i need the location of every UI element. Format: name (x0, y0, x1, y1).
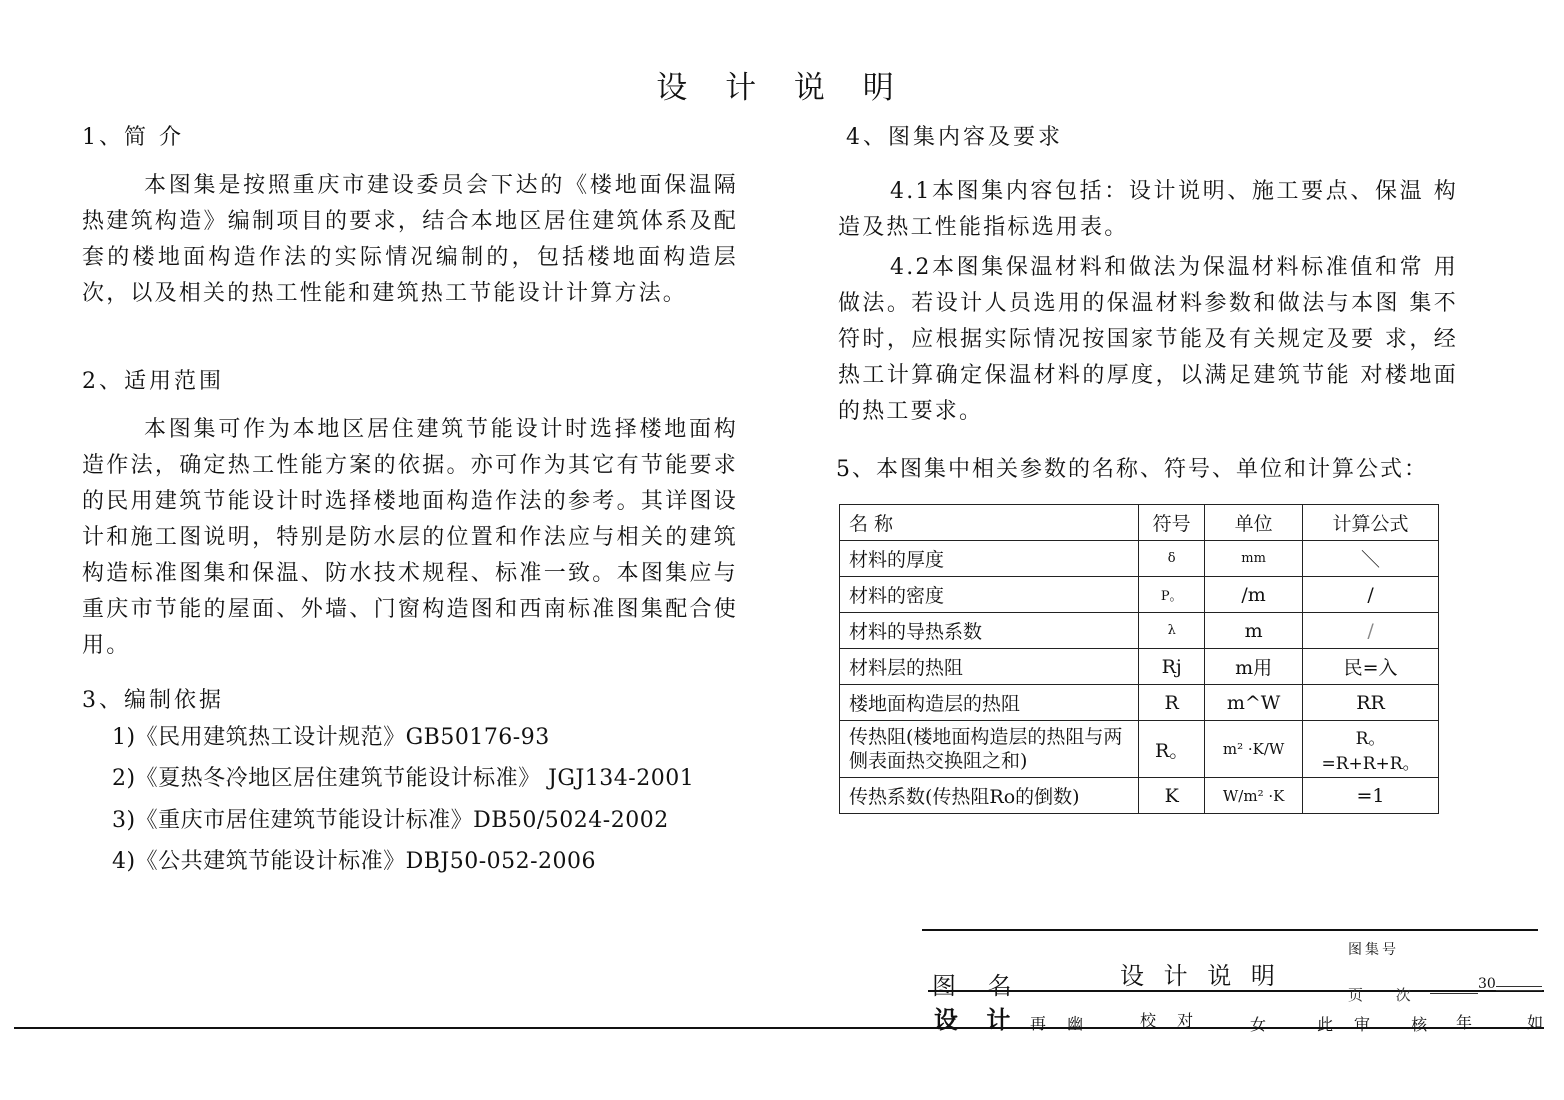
column-header: 单位 (1205, 505, 1303, 541)
table-row (840, 577, 1439, 613)
table-cell: m^W (1205, 685, 1303, 721)
section-4-1-paragraph: 4.1本图集内容包括：设计说明、施工要点、保温 构造及热工性能指标选用表。 (838, 179, 1458, 240)
checker-name: 女 此 (1250, 1015, 1342, 1034)
table-cell: 楼地面构造层的热阻 (840, 685, 1139, 721)
table-cell: R。 (1139, 721, 1205, 778)
table-cell: 材料层的热阻 (840, 649, 1139, 685)
table-cell: P。 (1139, 577, 1205, 613)
section-1-paragraph: 本图集是按照重庆市建设委员会下达的《楼地面保温隔热建筑构造》编制项目的要求，结合本地区居住建筑体系及配套的楼地面构造作法的实际情况编制的，包括楼地面构造层次，以及相关的热工性能和建筑热工节能设计计算方法。 (82, 173, 738, 306)
page-number-label: 页 次 (1348, 986, 1425, 1004)
atlas-number-label: 图集号 (1348, 942, 1399, 958)
section-3-heading: 3、编制依据 (82, 688, 224, 713)
table-row (840, 649, 1439, 685)
reviewer-name: 年 如 (1456, 1013, 1552, 1032)
table-row (840, 778, 1439, 814)
designer-name: 再 幽 (1030, 1014, 1092, 1033)
page-number-underline (1430, 993, 1478, 994)
page-number-line-a (1496, 986, 1542, 987)
checker-label: 校 对 (1140, 1011, 1202, 1030)
table-row (840, 613, 1439, 649)
table-cell: =1 (1303, 778, 1439, 814)
reference-1: 1)《民用建筑热工设计规范》GB50176-93 (112, 725, 550, 750)
page-number-line-b (1496, 990, 1542, 991)
reference-2: 2)《夏热冬冷地区居住建筑节能设计标准》 JGJ134-2001 (112, 766, 695, 791)
section-2-paragraph: 本图集可作为本地区居住建筑节能设计时选择楼地面构造作法，确定热工性能方案的依据。亦可作为其它有节能要求的民用建筑节能设计时选择楼地面构造作法的参考。其详图设计和施工图说明，特别是防水层的位置和作法应与相关的建筑构造标准图集和保温、防水技术规程、标准一致。本图集应与重庆市节能的屋面、外墙、门窗构造图和西南标准图集配合使用。 (82, 417, 738, 658)
section-5-heading: 5、本图集中相关参数的名称、符号、单位和计算公式： (836, 457, 1428, 482)
table-cell: mm (1205, 541, 1303, 577)
table-cell: RR (1303, 685, 1439, 721)
title-block-top-rule (922, 929, 1538, 931)
table-header-row (840, 505, 1439, 541)
table-cell: m² ·K/W (1205, 721, 1303, 778)
table-row (840, 721, 1439, 778)
table-cell: / (1303, 577, 1439, 613)
section-2-heading: 2、适用范围 (82, 369, 224, 394)
section-4-2-paragraph: 4.2本图集保温材料和做法为保温材料标准值和常 用做法。若设计人员选用的保温材料参数和做法与本图 集不符时，应根据实际情况按国家节能及有关规定及要 求，经热工计算确定保温材料的厚度，以满足建筑节能 对楼地面的热工要求。 (838, 255, 1458, 424)
reviewer-label: 审 核 (1354, 1015, 1436, 1034)
table-cell: / (1303, 613, 1439, 649)
column-header: 计算公式 (1303, 505, 1439, 541)
section-4-heading: 4、图集内容及要求 (846, 125, 1063, 150)
table-cell: R。=R+R+R。 (1303, 721, 1439, 778)
table-cell: 民=入 (1303, 649, 1439, 685)
table-cell: m (1205, 613, 1303, 649)
table-cell: λ (1139, 613, 1205, 649)
table-cell: δ (1139, 541, 1205, 577)
table-row (840, 685, 1439, 721)
table-cell: m用 (1205, 649, 1303, 685)
table-row (840, 541, 1439, 577)
table-cell: 传热系数(传热阻Ro的倒数) (840, 778, 1139, 814)
table-cell: /m (1205, 577, 1303, 613)
parameter-table (839, 504, 1439, 814)
table-cell: 材料的密度 (840, 577, 1139, 613)
design-label: 设 计 (934, 1006, 1021, 1034)
table-cell: W/m² ·K (1205, 778, 1303, 814)
page-title: 设 计 说 明 (656, 70, 908, 106)
table-cell: Rj (1139, 649, 1205, 685)
table-cell: 传热阻(楼地面构造层的热阻与两侧表面热交换阻之和) (840, 721, 1139, 778)
table-cell: ＼ (1303, 541, 1439, 577)
drawing-name: 设 计 说 明 (1120, 962, 1281, 990)
table-cell: 材料的导热系数 (840, 613, 1139, 649)
table-cell: R (1139, 685, 1205, 721)
column-header: 名 称 (840, 505, 1139, 541)
reference-4: 4)《公共建筑节能设计标准》DBJ50-052-2006 (112, 849, 597, 874)
table-cell: K (1139, 778, 1205, 814)
reference-3: 3)《重庆市居住建筑节能设计标准》DB50/5024-2002 (112, 808, 669, 833)
page-number: 30 (1478, 976, 1496, 992)
column-header: 符号 (1139, 505, 1205, 541)
drawing-name-label: 图 名 (932, 972, 1024, 1000)
section-1-heading: 1、简 介 (82, 125, 184, 150)
table-cell: 材料的厚度 (840, 541, 1139, 577)
